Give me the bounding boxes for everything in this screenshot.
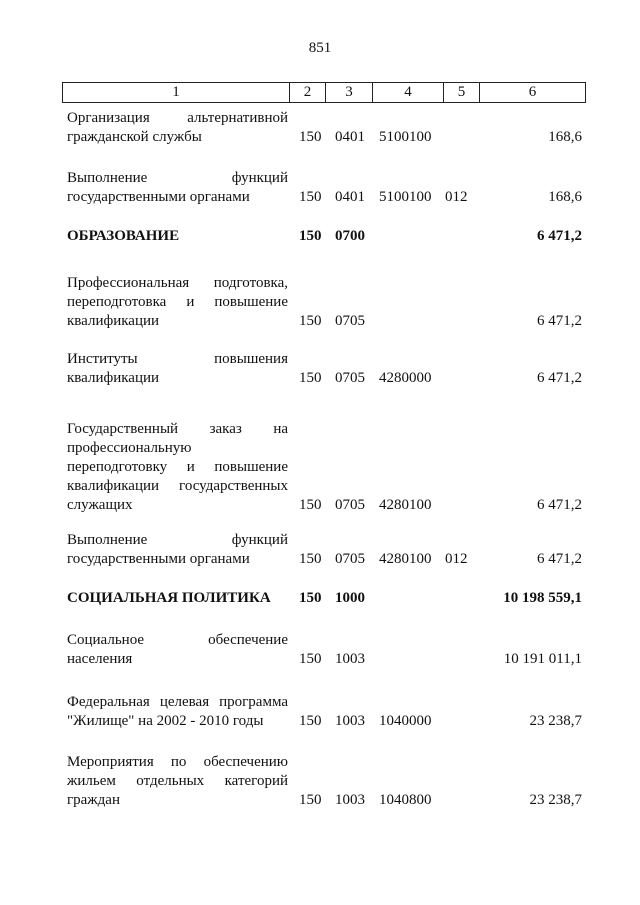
row-name-line: граждан [67, 792, 120, 808]
row-name-line: квалификации [67, 313, 160, 329]
row-c4-value: 1040800 [379, 792, 432, 808]
row-name [67, 531, 288, 569]
row-c2-value: 150 [299, 189, 322, 205]
table-row [62, 420, 584, 515]
row-c3-value: 0705 [335, 497, 365, 513]
header-col-5: 5 [443, 83, 479, 102]
row-name [67, 589, 288, 608]
row-c6-value: 6 471,2 [537, 551, 582, 567]
row-name [67, 631, 288, 669]
row-name-line: Профессиональная подготовка, [67, 275, 288, 291]
row-name [67, 350, 288, 388]
row-name-line: Федеральная целевая программа [67, 694, 288, 710]
row-name-line: Выполнение функций [67, 170, 288, 186]
row-name-line: "Жилище" на 2002 - 2010 годы [67, 713, 264, 729]
row-c3-value: 0705 [335, 551, 365, 567]
row-c3-value: 0705 [335, 370, 365, 386]
row-c6-value: 23 238,7 [529, 713, 582, 729]
row-name-line: Организация альтернативной [67, 110, 288, 126]
row-c6-value: 6 471,2 [537, 497, 582, 513]
header-col-2: 2 [289, 83, 325, 102]
row-name-line: служащих [67, 497, 133, 513]
header-col-3: 3 [325, 83, 372, 102]
row-c2-value: 150 [299, 370, 322, 386]
row-name-line: жильем отдельных категорий [67, 773, 288, 789]
row-name [67, 693, 288, 731]
row-c2-value: 150 [299, 713, 322, 729]
header-col-4: 4 [372, 83, 443, 102]
row-c4-value: 4280100 [379, 497, 432, 513]
row-name-line: населения [67, 651, 133, 667]
row-c2-value: 150 [299, 129, 322, 145]
row-c4-value: 1040000 [379, 713, 432, 729]
table-row [62, 631, 584, 669]
row-name [67, 274, 288, 331]
row-name [67, 109, 288, 147]
row-c2-value: 150 [299, 551, 322, 567]
row-c4-value: 5100100 [379, 129, 432, 145]
row-c6-value: 6 471,2 [537, 370, 582, 386]
row-c2-value: 150 [299, 651, 322, 667]
row-c6-value: 6 471,2 [537, 313, 582, 329]
row-name-line: Мероприятия по обеспечению [67, 754, 288, 770]
row-name [67, 420, 288, 515]
page-number: 851 [308, 40, 332, 56]
row-c3-value: 0705 [335, 313, 365, 329]
row-c2-value: 150 [299, 228, 322, 244]
row-c6-value: 168,6 [548, 189, 582, 205]
row-c2-value: 150 [299, 792, 322, 808]
row-name [67, 753, 288, 810]
row-name-line: переподготовку и повышение [67, 459, 288, 475]
row-c4-value: 5100100 [379, 189, 432, 205]
table-row [62, 227, 584, 246]
table-row [62, 274, 584, 331]
row-name [67, 227, 288, 246]
row-c3-value: 0401 [335, 189, 365, 205]
table-row [62, 693, 584, 731]
table-row [62, 109, 584, 147]
header-col-6: 6 [479, 83, 585, 102]
row-name-line: СОЦИАЛЬНАЯ ПОЛИТИКА [67, 590, 271, 606]
row-c2-value: 150 [299, 497, 322, 513]
row-c3-value: 0700 [335, 228, 365, 244]
table-row [62, 169, 584, 207]
row-c4-value: 4280000 [379, 370, 432, 386]
table-row [62, 753, 584, 810]
row-c2-value: 150 [299, 313, 322, 329]
row-c6-value: 23 238,7 [529, 792, 582, 808]
row-c4-value: 4280100 [379, 551, 432, 567]
row-c5-value: 012 [445, 551, 468, 567]
row-c6-value: 168,6 [548, 129, 582, 145]
row-c2-value: 150 [299, 590, 322, 606]
row-name-line: переподготовка и повышение [67, 294, 288, 310]
row-c3-value: 1003 [335, 651, 365, 667]
row-c6-value: 10 191 011,1 [503, 651, 582, 667]
row-name-line: Социальное обеспечение [67, 632, 288, 648]
header-col-1: 1 [172, 84, 180, 100]
row-c3-value: 1003 [335, 792, 365, 808]
row-name-line: ОБРАЗОВАНИЕ [67, 228, 180, 244]
row-c3-value: 1000 [335, 590, 365, 606]
row-name-line: квалификации [67, 370, 160, 386]
row-c3-value: 1003 [335, 713, 365, 729]
row-name-line: Государственный заказ на [67, 421, 288, 437]
row-name-line: государственными органами [67, 551, 250, 567]
row-name-line: Выполнение функций [67, 532, 288, 548]
table-header [62, 82, 586, 103]
row-name-line: Институты повышения [67, 351, 288, 367]
row-c5-value: 012 [445, 189, 468, 205]
row-name-line: квалификации государственных [67, 478, 288, 494]
row-c6-value: 10 198 559,1 [503, 590, 582, 606]
row-name-line: гражданской службы [67, 129, 202, 145]
row-name-line: государственными органами [67, 189, 250, 205]
row-name-line: профессиональную [67, 440, 192, 456]
table-row [62, 531, 584, 569]
table-row [62, 350, 584, 388]
row-c6-value: 6 471,2 [537, 228, 582, 244]
table-row [62, 589, 584, 608]
row-c3-value: 0401 [335, 129, 365, 145]
row-name [67, 169, 288, 207]
